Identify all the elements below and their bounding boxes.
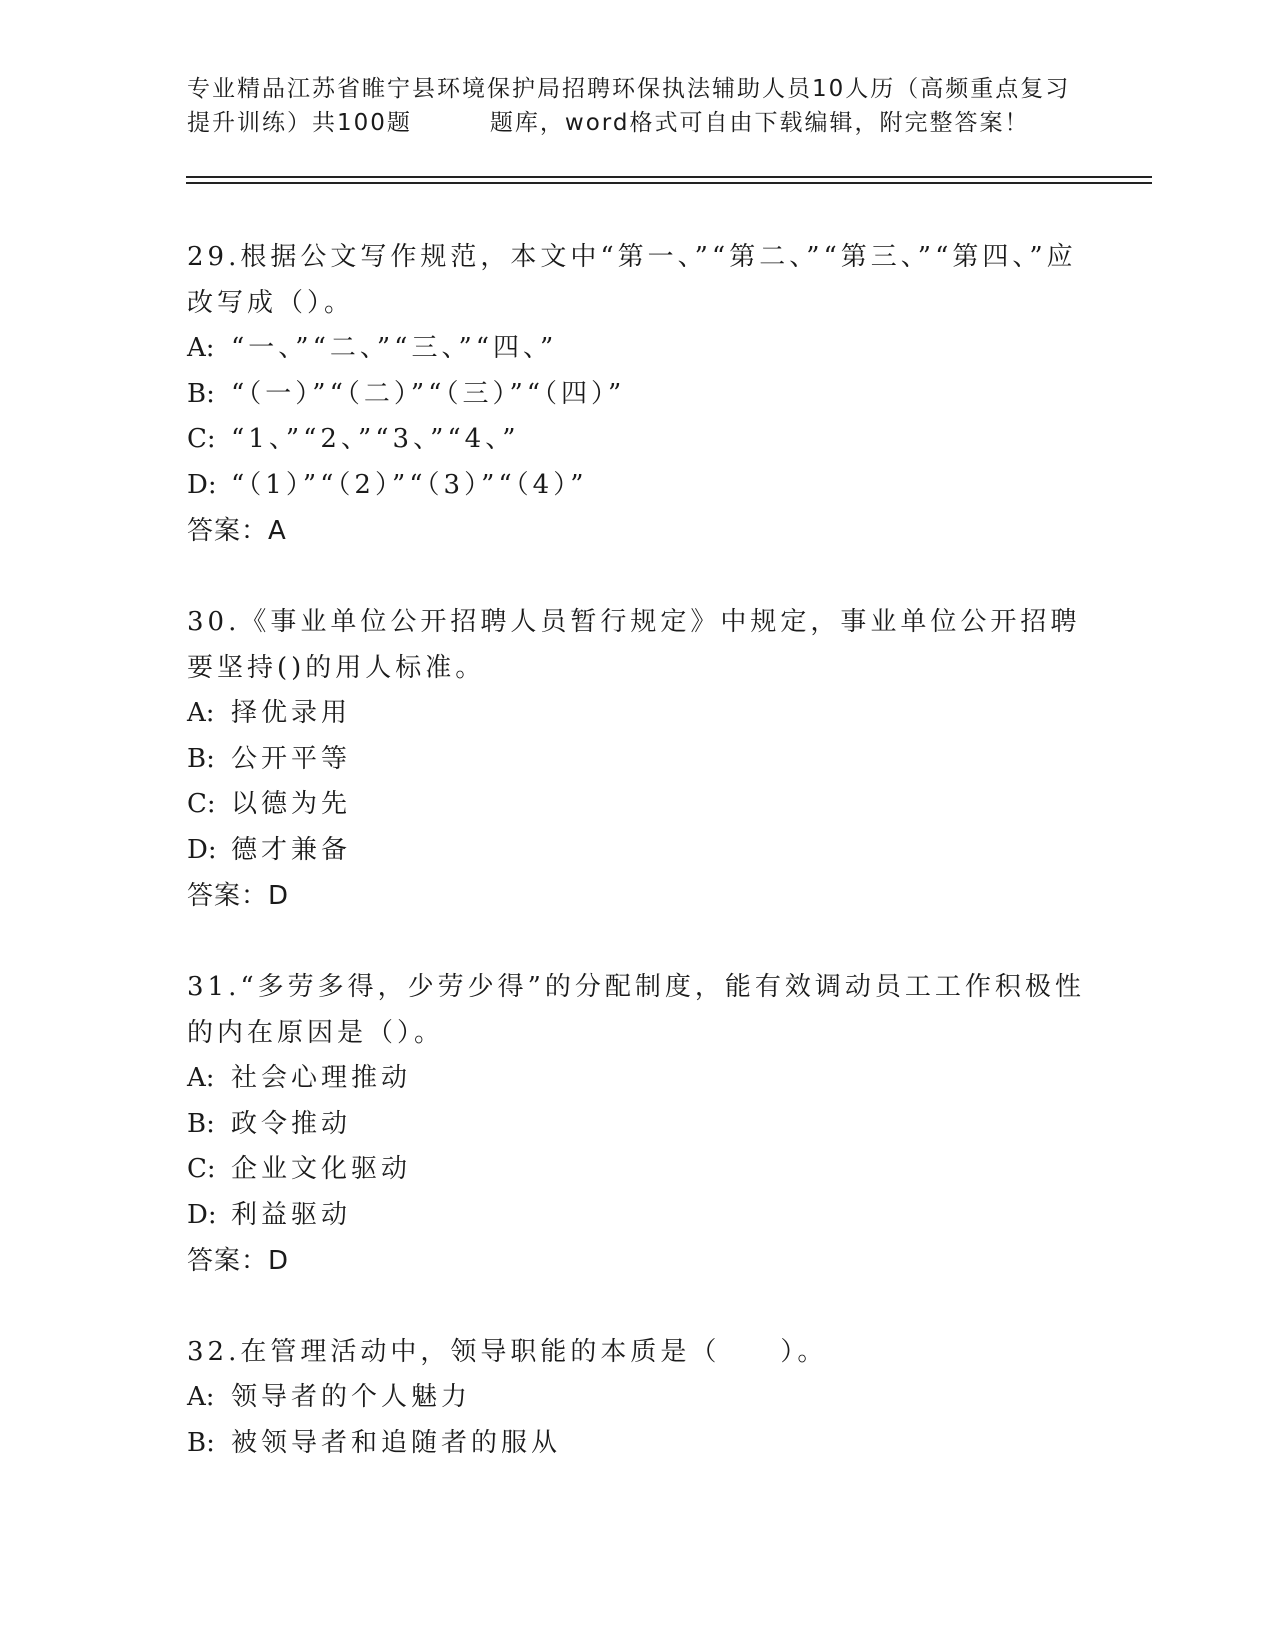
option-b: [187, 737, 1087, 783]
option-text: “（一）”“（二）”“（三）”“（四）”: [231, 378, 626, 409]
option-d: [187, 828, 1087, 874]
option-text: 利益驱动: [231, 1199, 352, 1230]
option-b: [187, 1102, 1087, 1148]
option-key: A:: [187, 698, 215, 728]
answer-line: 答案：D: [187, 881, 290, 911]
header-title-part-b: 题库，word格式可自由下载编辑，附完整答案！: [489, 110, 1030, 136]
option-key: B:: [187, 743, 215, 774]
option-key: D:: [187, 469, 217, 500]
option-text: “一、”“二、”“三、”“四、”: [231, 333, 558, 363]
option-text: 企业文化驱动: [231, 1154, 412, 1184]
option-key: B:: [187, 1427, 215, 1458]
header-divider-top: [186, 176, 1152, 178]
option-key: A:: [187, 1063, 215, 1093]
option-text: 德才兼备: [231, 834, 352, 865]
option-key: C:: [187, 1154, 216, 1184]
option-key: D:: [187, 1199, 217, 1230]
option-a: [187, 1056, 1087, 1102]
option-text: “（1）”“（2）”“（3）”“（4）”: [231, 469, 588, 500]
option-key: D:: [187, 834, 217, 865]
question-stem: 32.在管理活动中，领导职能的本质是（ ）。: [187, 1337, 828, 1367]
option-d: [187, 1193, 1087, 1239]
question-30: [187, 599, 1087, 919]
option-text: 领导者的个人魅力: [231, 1382, 472, 1412]
option-text: 以德为先: [231, 789, 352, 819]
option-c: [187, 417, 1087, 463]
option-c: [187, 1147, 1087, 1193]
option-key: C:: [187, 789, 216, 819]
header-title-line-1: 专业精品江苏省睢宁县环境保护局招聘环保执法辅助人员10人历（高频重点复习: [187, 76, 1071, 102]
header-title-line-2: [187, 106, 1087, 140]
option-text: 被领导者和追随者的服从: [231, 1427, 562, 1458]
question-stem: 30.《事业单位公开招聘人员暂行规定》中规定，事业单位公开招聘要坚持()的用人标准。: [187, 607, 1081, 683]
option-text: 择优录用: [231, 698, 352, 728]
option-text: 政令推动: [231, 1108, 352, 1139]
question-32: [187, 1329, 1087, 1466]
option-c: [187, 782, 1087, 828]
option-key: B:: [187, 1108, 215, 1139]
header-divider-bottom: [186, 182, 1152, 184]
header-title-part-a: 提升训练）共100题: [187, 110, 412, 136]
option-text: “1、”“2、”“3、”“4、”: [231, 424, 520, 454]
option-a: [187, 691, 1087, 737]
option-key: A:: [187, 1382, 215, 1412]
option-text: 公开平等: [231, 743, 352, 774]
option-b: [187, 372, 1087, 418]
option-key: B:: [187, 378, 215, 409]
answer-line: 答案：D: [187, 1246, 290, 1276]
document-header: [187, 72, 1087, 140]
option-d: [187, 463, 1087, 509]
option-a: [187, 326, 1087, 372]
question-stem: 31.“多劳多得，少劳少得”的分配制度，能有效调动员工工作积极性的内在原因是（）。: [187, 972, 1085, 1048]
option-b: [187, 1421, 1087, 1467]
option-text: 社会心理推动: [231, 1063, 412, 1093]
question-stem: 29.根据公文写作规范，本文中“第一、”“第二、”“第三、”“第四、”应改写成（）。: [187, 242, 1077, 318]
question-31: [187, 964, 1087, 1284]
option-key: C:: [187, 424, 216, 454]
option-key: A:: [187, 333, 215, 363]
question-29: [187, 234, 1087, 554]
answer-line: 答案：A: [187, 516, 287, 546]
option-a: [187, 1375, 1087, 1421]
